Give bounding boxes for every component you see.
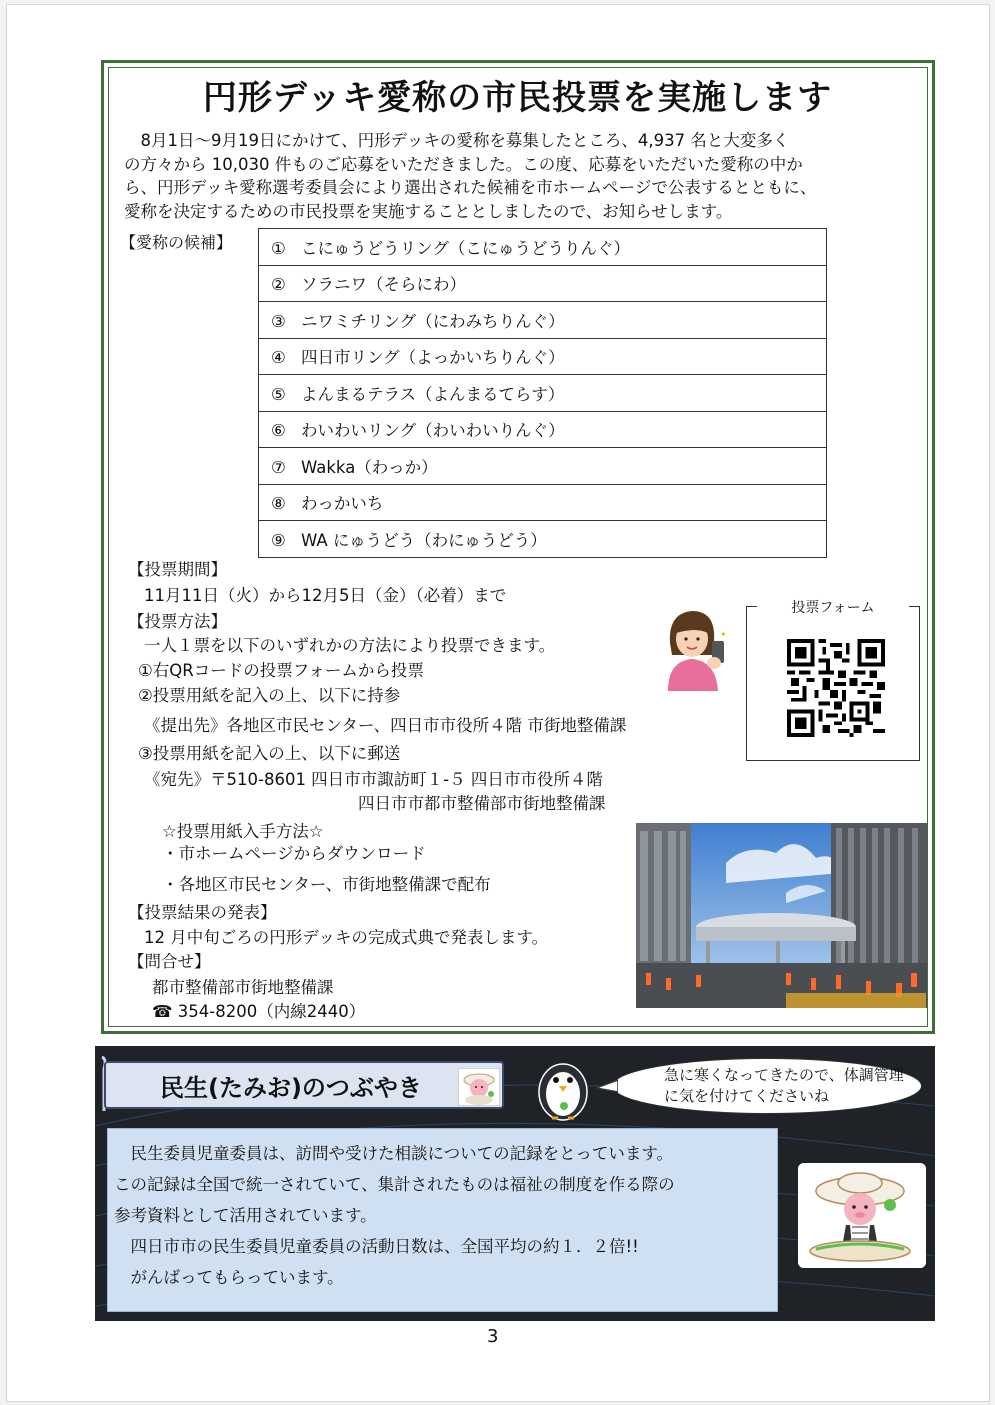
- candidate-name: ニワミチリング（にわみちりんぐ）: [301, 311, 565, 331]
- candidate-name: よんまるテラス（よんまるてらす）: [301, 384, 565, 404]
- column-body-line: この記録は全国で統一されていて、集計されたものは福祉の制度を作る際の: [114, 1175, 675, 1194]
- candidate-number: ④: [271, 348, 286, 368]
- method-3: ③投票用紙を記入の上、以下に郵送: [138, 744, 401, 763]
- speech-bubble-tail: [596, 1078, 618, 1094]
- intro-line: の方々から 10,030 件ものご応募をいただきました。この度、応募をいただいた愛称の中か: [124, 154, 803, 174]
- intro-line: ら、円形デッキ愛称選考委員会により選出された候補を市ホームページで公表するとともに、: [124, 178, 817, 197]
- table-row: [259, 448, 827, 485]
- paper-item: ・各地区市民センター、市街地整備課で配布: [162, 875, 491, 894]
- intro-line: 愛称を決定するための市民投票を実施することとしましたので、お知らせします。: [124, 201, 733, 221]
- page-title: 円形デッキ愛称の市民投票を実施します: [202, 78, 833, 118]
- method-heading: 【投票方法】: [128, 612, 227, 631]
- column-body-line: がんばってもらっています。: [114, 1268, 344, 1287]
- smartphone-person-illustration: [662, 603, 732, 691]
- penguin-icon: [528, 1052, 598, 1124]
- method-2-detail: 《提出先》各地区市民センター、四日市市役所４階 市街地整備課: [144, 716, 627, 735]
- table-row: [259, 338, 827, 375]
- method-3-detail: 《宛先》〒510-8601 四日市市諏訪町１-５ 四日市市役所４階: [144, 770, 603, 789]
- contact-dept: 都市整備部市街地整備課: [152, 978, 334, 997]
- candidates-label: 【愛称の候補】: [120, 233, 233, 252]
- candidate-number: ⑥: [271, 421, 286, 441]
- contact-heading: 【問合せ】: [128, 952, 211, 971]
- result-text: 12 月中旬ごろの円形デッキの完成式典で発表します。: [144, 928, 549, 947]
- intro-paragraph: [124, 129, 924, 223]
- table-row: [259, 302, 827, 339]
- paper-heading: ☆投票用紙入手方法☆: [162, 822, 324, 841]
- mascot-small-icon: [458, 1068, 500, 1106]
- candidate-number: ⑨: [271, 530, 286, 550]
- candidate-number: ②: [271, 275, 286, 295]
- qr-code-icon[interactable]: [787, 639, 885, 737]
- column-title: 民生(たみお)のつぶやき: [160, 1074, 422, 1102]
- tamio-mascot-icon: [798, 1163, 926, 1268]
- method-2: ②投票用紙を記入の上、以下に持参: [138, 686, 401, 705]
- circular-deck-photo: [636, 823, 927, 1008]
- method-intro: 一人１票を以下のいずれかの方法により投票できます。: [144, 636, 556, 655]
- qr-box: [746, 600, 920, 761]
- table-row: [259, 411, 827, 448]
- column-body-line: 四日市市の民生委員児童委員の活動日数は、全国平均の約１．２倍!!: [114, 1237, 639, 1256]
- contact-phone: ☎ 354-8200（内線2440）: [152, 1002, 366, 1021]
- period-text: 11月11日（火）から12月5日（金）（必着）まで: [144, 586, 507, 605]
- candidate-name: ソラニワ（そらにわ）: [301, 275, 466, 295]
- candidate-number: ⑦: [271, 457, 286, 477]
- method-3-detail-2: 四日市市都市整備部市街地整備課: [358, 794, 606, 813]
- candidate-number: ⑧: [271, 494, 286, 514]
- candidates-table: [258, 228, 827, 558]
- candidate-name: こにゅうどうリング（こにゅうどうりんぐ）: [301, 238, 631, 258]
- column-body: [114, 1138, 675, 1293]
- svg-text:✦: ✦: [720, 630, 727, 639]
- page-number: 3: [487, 1326, 499, 1347]
- method-1: ①右QRコードの投票フォームから投票: [138, 661, 424, 680]
- candidate-number: ①: [271, 238, 286, 258]
- candidate-name: わいわいリング（わいわいりんぐ）: [301, 421, 565, 441]
- table-row: [259, 229, 827, 266]
- qr-label: 投票フォーム: [757, 597, 909, 617]
- column-body-line: 参考資料として活用されています。: [114, 1206, 377, 1225]
- table-row: [259, 521, 827, 558]
- candidate-name: Wakka（わっか）: [301, 457, 438, 477]
- table-row: [259, 265, 827, 302]
- period-heading: 【投票期間】: [128, 560, 227, 579]
- candidate-name: 四日市リング（よっかいちりんぐ）: [301, 348, 565, 368]
- column-body-line: 民生委員児童委員は、訪問や受けた相談についての記録をとっています。: [114, 1144, 674, 1163]
- table-row: [259, 375, 827, 412]
- paper-item: ・市ホームページからダウンロード: [162, 844, 426, 863]
- result-heading: 【投票結果の発表】: [128, 903, 277, 922]
- candidate-name: WA にゅうどう（わにゅうどう）: [301, 530, 547, 550]
- speech-bubble-text: 急に寒くなってきたので、体調管理に気を付けてくださいね: [664, 1066, 904, 1105]
- candidate-number: ⑤: [271, 384, 286, 404]
- candidate-name: わっかいち: [301, 494, 384, 514]
- intro-line: 8月1日～9月19日にかけて、円形デッキの愛称を募集したところ、4,937 名と大変多く: [124, 131, 790, 150]
- table-row: [259, 484, 827, 521]
- candidate-number: ③: [271, 311, 286, 331]
